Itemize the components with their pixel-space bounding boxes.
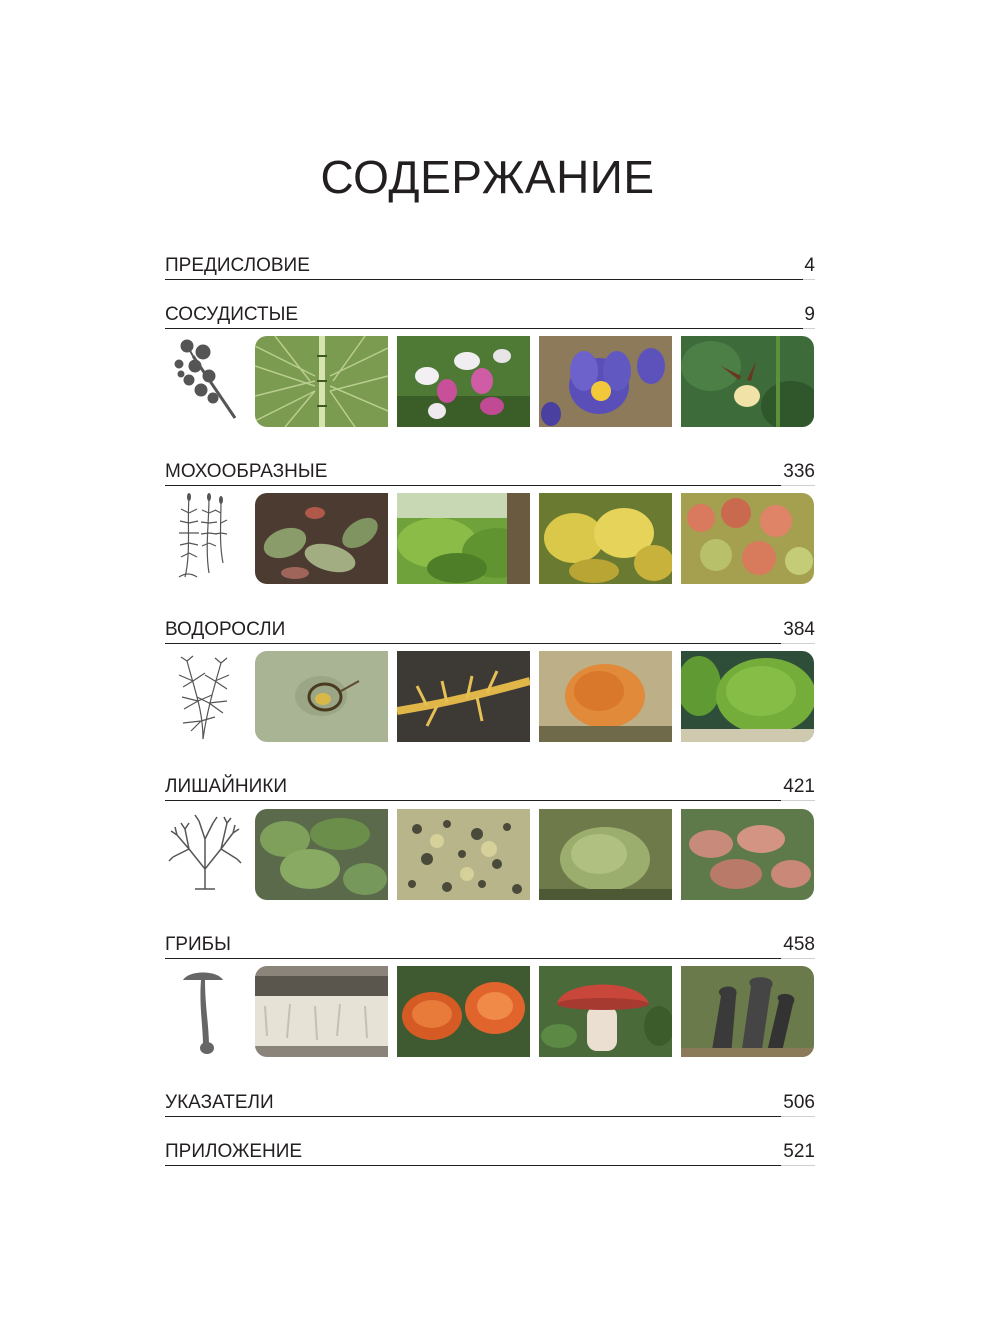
divider (781, 800, 815, 801)
divider (165, 800, 781, 801)
ladys-slipper-photo (681, 336, 814, 427)
section-gallery-lichens (165, 809, 815, 901)
divider (165, 1116, 781, 1117)
toc-entry-label: ЛИШАЙНИКИ (165, 776, 287, 797)
divider (165, 1165, 781, 1166)
marimo-ball-photo (681, 651, 814, 742)
section-gallery-algae (165, 651, 815, 743)
crustose-lichen-photo (397, 809, 530, 900)
toc-entry-label: ПРИЛОЖЕНИЕ (165, 1141, 303, 1162)
toc-entry-label: МОХООБРАЗНЫЕ (165, 461, 328, 482)
microalga-photo (255, 651, 388, 742)
toc-entry-page: 506 (783, 1092, 815, 1113)
divider (781, 958, 815, 959)
green-moss-photo (397, 493, 530, 584)
pink-foliose-lichen-photo (681, 809, 814, 900)
toc-entry-page: 9 (804, 304, 815, 325)
yellow-seaweed-photo (397, 651, 530, 742)
toc-entry-page: 421 (783, 776, 815, 797)
section-gallery-bryophytes (165, 493, 815, 585)
divider (165, 328, 803, 329)
red-cap-mushroom-photo (539, 966, 672, 1057)
divider (781, 643, 815, 644)
page-title: СОДЕРЖАНИЕ (320, 151, 655, 203)
divider (781, 485, 815, 486)
divider (781, 1165, 815, 1166)
flowering-branch-icon (165, 336, 243, 428)
divider (803, 328, 815, 329)
stonewort-icon (165, 651, 243, 743)
toc-entry-vascular[interactable] (165, 305, 815, 329)
orange-cup-fungus-photo (397, 966, 530, 1057)
yellow-moss-photo (539, 493, 672, 584)
horsetail-photo (255, 336, 388, 427)
toc-entry-page: 4 (804, 255, 815, 276)
toc-entry-algae[interactable] (165, 620, 815, 644)
liverwort-photo (255, 493, 388, 584)
toc-entry-page: 336 (783, 461, 815, 482)
toc-entry-label: УКАЗАТЕЛИ (165, 1092, 274, 1113)
toc-entry-foreword[interactable] (165, 256, 815, 280)
orange-alga-photo (539, 651, 672, 742)
toc-entry-label: ГРИБЫ (165, 934, 231, 955)
branching-lichen-icon (165, 809, 243, 901)
divider (803, 279, 815, 280)
moss-sprig-icon (165, 493, 243, 585)
toc-entry-label: ВОДОРОСЛИ (165, 619, 286, 640)
section-gallery-vascular (165, 336, 815, 428)
fruticose-lichen-photo (539, 809, 672, 900)
sphagnum-photo (681, 493, 814, 584)
black-trumpet-photo (681, 966, 814, 1057)
bracket-fungus-photo (255, 966, 388, 1057)
pink-orchid-photo (397, 336, 530, 427)
toc-entry-label: ПРЕДИСЛОВИЕ (165, 255, 310, 276)
toc-entry-page: 384 (783, 619, 815, 640)
divider (781, 1116, 815, 1117)
section-gallery-fungi (165, 966, 815, 1058)
leafy-lichen-photo (255, 809, 388, 900)
toc-entry-fungi[interactable] (165, 935, 815, 959)
toc-entry-bryophytes[interactable] (165, 462, 815, 486)
toc-entry-label: СОСУДИСТЫЕ (165, 304, 299, 325)
mushroom-icon (165, 966, 243, 1058)
divider (165, 279, 803, 280)
divider (165, 485, 781, 486)
divider (165, 958, 781, 959)
toc-entry-page: 458 (783, 934, 815, 955)
toc-entry-lichens[interactable] (165, 777, 815, 801)
toc-entry-indexes[interactable] (165, 1093, 815, 1117)
pasqueflower-photo (539, 336, 672, 427)
toc-entry-appendix[interactable] (165, 1142, 815, 1166)
divider (165, 643, 781, 644)
toc-entry-page: 521 (783, 1141, 815, 1162)
